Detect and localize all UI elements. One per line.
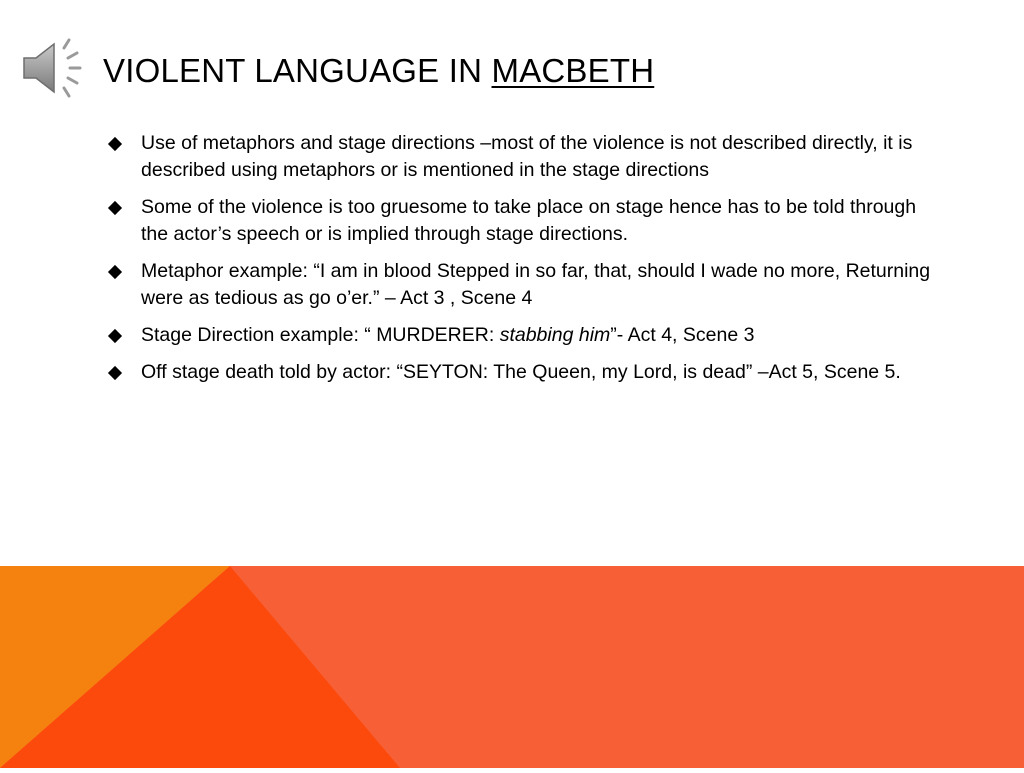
speaker-icon[interactable]: [20, 34, 92, 102]
title-prefix: VIOLENT LANGUAGE IN: [103, 52, 492, 89]
bullet-text: Off stage death told by actor: “SEYTON: The Queen, my Lord, is dead” –Act 5, Scene 5.: [141, 361, 901, 383]
bullet-text: Some of the violence is too gruesome to take place on stage hence has to be told through the actor’s speech or is implied through stage directions.: [141, 196, 917, 245]
list-item: [104, 258, 934, 312]
footer-decoration: [0, 566, 1024, 768]
diamond-bullet-icon: [108, 137, 122, 151]
bullet-text: Use of metaphors and stage directions –most of the violence is not described directly, it is described using metaphors or is mentioned in the stage directions: [141, 132, 913, 181]
title-play-name: MACBETH: [491, 52, 655, 89]
diamond-bullet-icon: [108, 329, 122, 343]
bullet-text-post: ”- Act 4, Scene 3: [610, 324, 755, 346]
bullet-list: [104, 130, 934, 396]
bullet-text-italic: stabbing him: [499, 324, 611, 346]
bullet-text-pre: Stage Direction example: “ MURDERER:: [141, 324, 500, 346]
slide-title: [103, 52, 654, 90]
diamond-bullet-icon: [108, 265, 122, 279]
list-item: [104, 194, 934, 248]
list-item: [104, 322, 934, 349]
diamond-bullet-icon: [108, 201, 122, 215]
bullet-text: Metaphor example: “I am in blood Stepped in so far, that, should I wade no more, Returning were as tedious as go o’er.” – Act 3 , Scene 4: [141, 260, 931, 309]
list-item: [104, 359, 934, 386]
list-item: [104, 130, 934, 184]
diamond-bullet-icon: [108, 366, 122, 380]
